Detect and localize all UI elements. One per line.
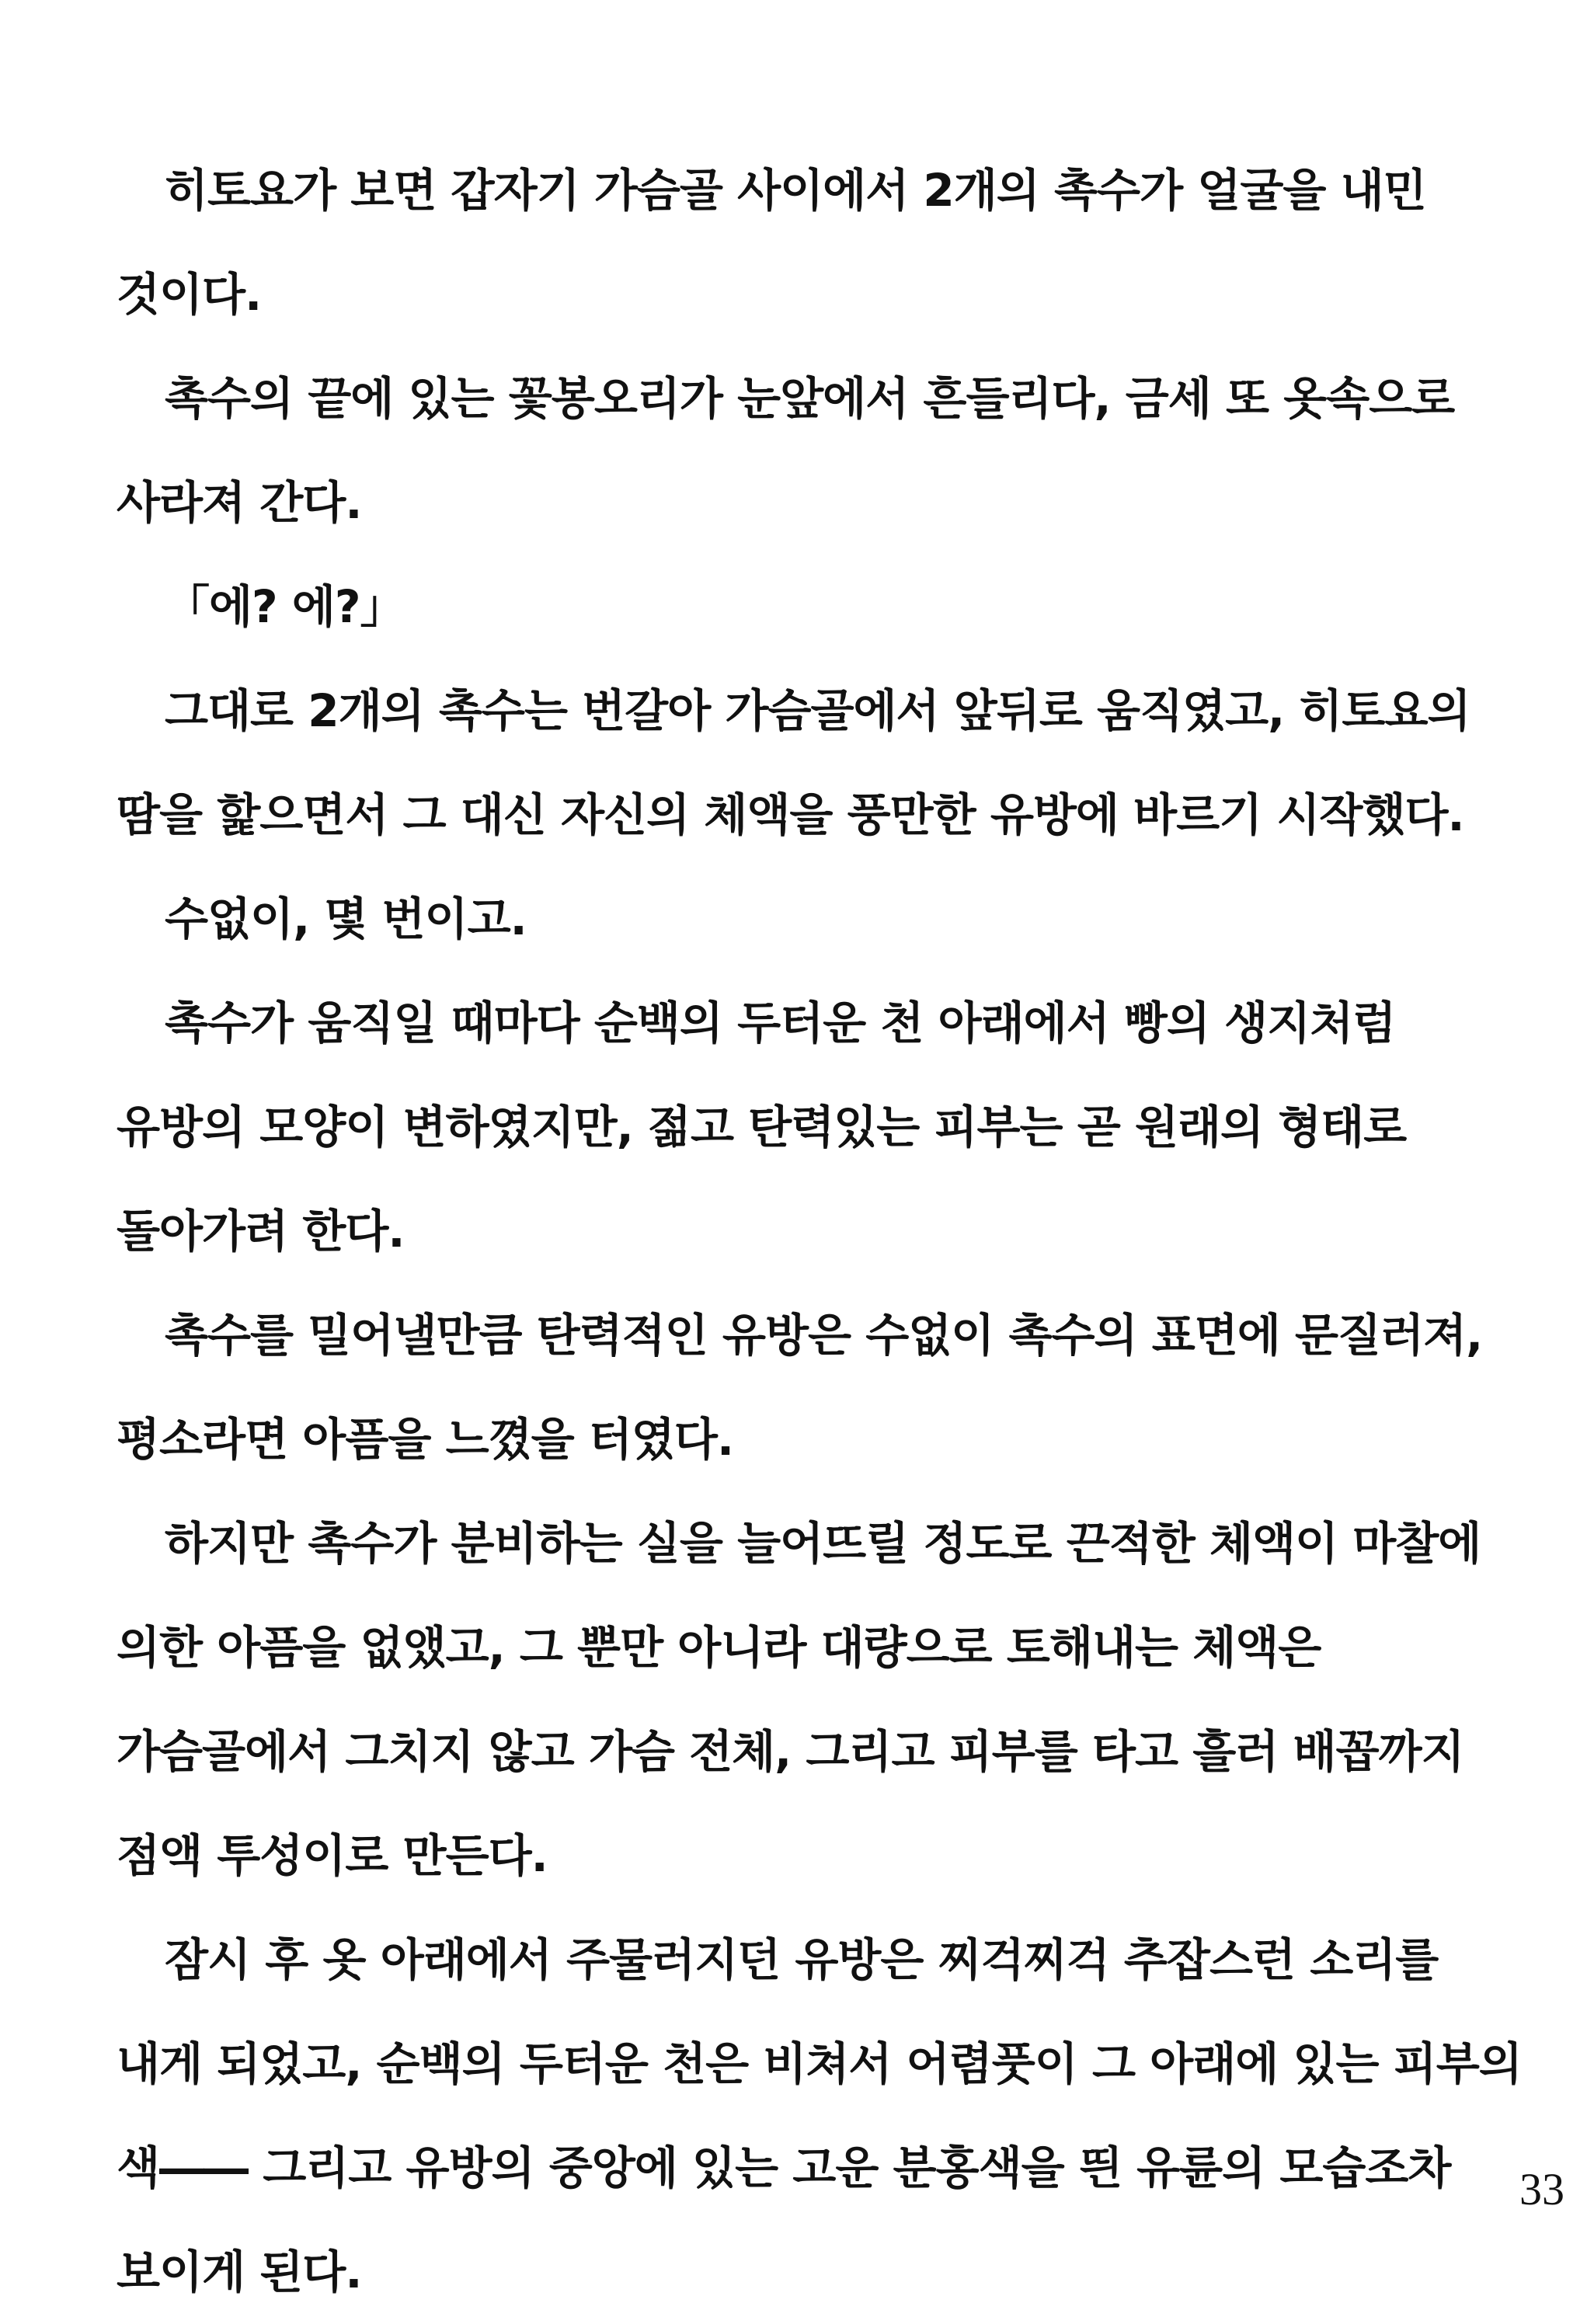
paragraph-5: 수없이, 몇 번이고. [165,892,527,945]
paragraph-6: 촉수가 움직일 때마다 순백의 두터운 천 아래에서 빵의 생지처럼 유방의 모양이 변하였지만, 젊고 탄력있는 피부는 곧 원래의 형태로 돌아가려 한다. [117,997,1407,1258]
paragraph-7: 촉수를 밀어낼만큼 탄력적인 유방은 수없이 촉수의 표면에 문질러져, 평소라면 아픔을 느꼈을 터였다. [117,1309,1483,1466]
paragraph-9: 잠시 후 옷 아래에서 주물러지던 유방은 찌걱찌걱 추잡스런 소리를 내게 되었고, 순백의 두터운 천은 비쳐서 어렴풋이 그 아래에 있는 피부의 색―― 그리고 유방의 중앙에 있는 고운 분홍색을 띈 유륜의 모습조차 보이게 된다. [117,1933,1522,2298]
body-text [117,138,1523,2324]
paragraph-2: 촉수의 끝에 있는 꽃봉오리가 눈앞에서 흔들리다, 금세 또 옷속으로 사라져 간다. [117,372,1455,529]
paragraph-1: 히토요가 보면 갑자기 가슴골 사이에서 2개의 촉수가 얼굴을 내민 것이다. [117,164,1426,321]
paragraph-4: 그대로 2개의 촉수는 번갈아 가슴골에서 앞뒤로 움직였고, 히토요의 땀을 핥으면서 그 대신 자신의 체액을 풍만한 유방에 바르기 시작했다. [117,684,1470,841]
page-number: 33 [1519,2164,1564,2214]
paragraph-3-dialogue: 「에? 에?」 [165,580,405,633]
paragraph-8: 하지만 촉수가 분비하는 실을 늘어뜨릴 정도로 끈적한 체액이 마찰에 의한 아픔을 없앴고, 그 뿐만 아니라 대량으로 토해내는 체액은 가슴골에서 그치지 않고 가슴 전체, 그리고 피부를 타고 흘러 배꼽까지 점액 투성이로 만든다. [117,1517,1481,1882]
